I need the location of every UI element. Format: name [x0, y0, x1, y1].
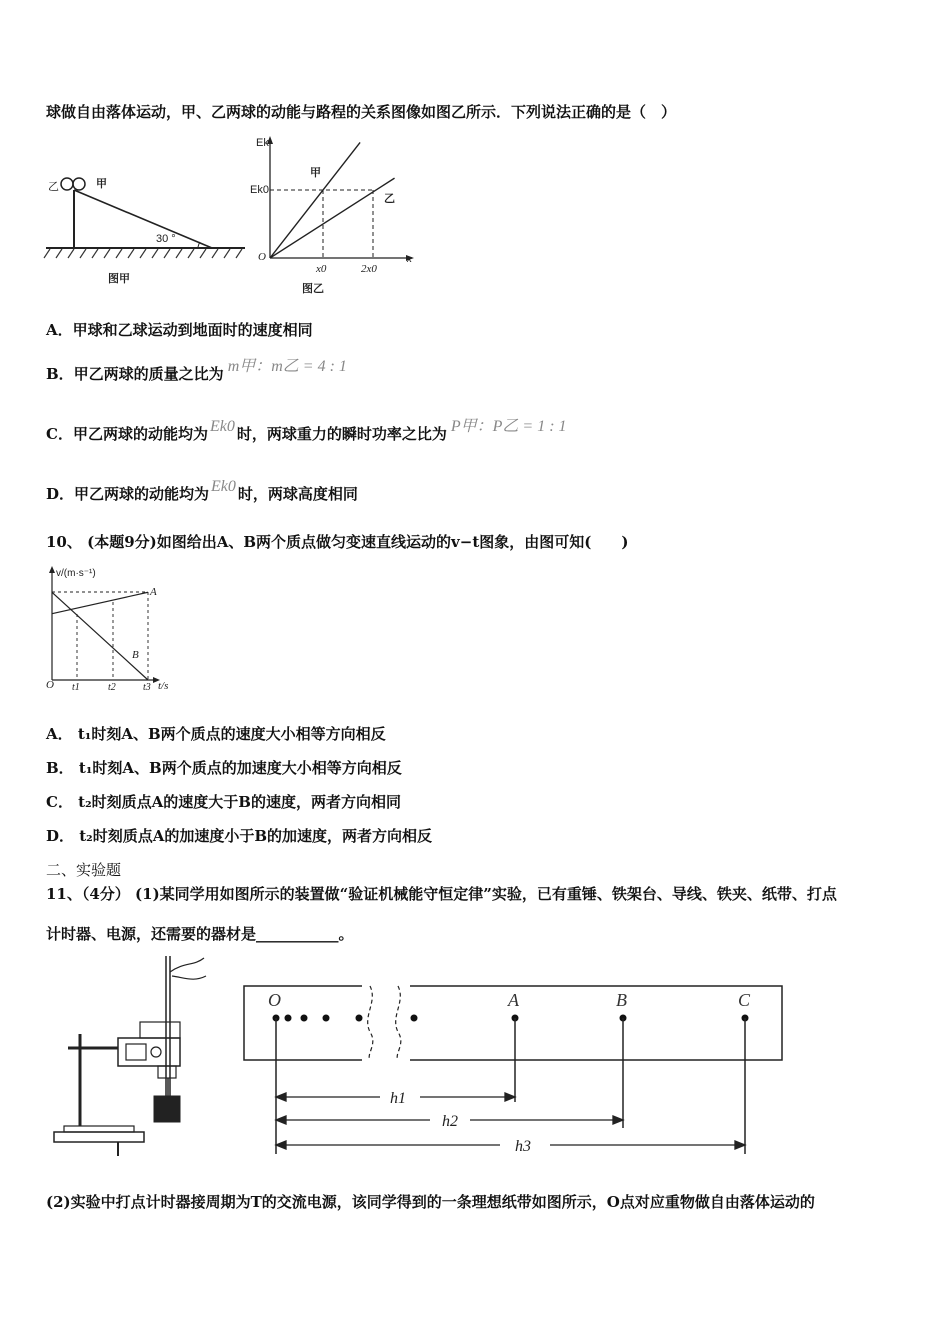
q10-option-c: C． t₂时刻质点A的速度大于B的速度，两者方向相同	[46, 793, 401, 811]
v-arrow	[49, 566, 55, 573]
series-line-jia	[270, 142, 360, 258]
point-c-label: C	[738, 990, 751, 1010]
h3-label: h3	[515, 1138, 531, 1155]
caption-yi: 图乙	[302, 283, 324, 295]
angle-label: 30 °	[156, 233, 176, 245]
q9-option-d-ek0: Ek0	[211, 478, 236, 495]
ground-hatch	[44, 249, 242, 258]
tape-dots	[273, 1015, 749, 1022]
q9-option-c-ek0: Ek0	[209, 418, 235, 435]
q9-option-d	[46, 478, 358, 505]
point-b-label: B	[616, 990, 627, 1010]
ek0-label: Ek0	[250, 184, 269, 196]
line-a-label: A	[150, 586, 157, 598]
incline-line	[74, 190, 212, 248]
figure-vt-graph	[40, 562, 190, 692]
q11-line1: 11、（4分） (1)某同学用如图所示的装置做“验证机械能守恒定律”实验，已有重锤、铁架台、导线、铁夹、纸带、打点	[46, 885, 837, 903]
q10-option-a: A． t₁时刻A、B两个质点的速度大小相等方向相反	[46, 725, 386, 743]
vt-series-b	[52, 592, 148, 680]
figure-jia	[40, 170, 250, 290]
t1-label: t1	[72, 682, 80, 692]
vt-lines	[52, 592, 148, 680]
figure-yi-graph	[250, 132, 420, 300]
origin-label: O	[258, 251, 266, 263]
timer-top	[140, 1022, 180, 1038]
y-axis-label: Ek	[256, 137, 269, 149]
q9-option-c	[46, 418, 567, 445]
q9-option-b-math: m甲：m乙 = 4 : 1	[227, 358, 347, 375]
q9-option-a: A．甲球和乙球运动到地面时的速度相同	[46, 321, 313, 339]
line-b-label: B	[132, 649, 139, 661]
vt-series-a	[52, 592, 148, 613]
line-yi-label: 乙	[384, 193, 395, 205]
clip	[158, 1066, 176, 1078]
h2-label: h2	[442, 1113, 458, 1130]
timer-coil	[126, 1044, 146, 1060]
timer-knob	[151, 1047, 161, 1057]
point-a-label: A	[508, 990, 519, 1010]
hand-icon	[170, 958, 206, 979]
t2-label: t2	[108, 682, 116, 692]
q9-option-d-text2: 时，两球高度相同	[237, 485, 358, 503]
q9-option-d-text1: D．甲乙两球的动能均为	[46, 485, 210, 503]
q10-stem: 10、 (本题9分)如图给出A、B两个质点做匀变速直线运动的v−t图象，由图可知( )	[46, 533, 629, 551]
x2-label: 2x0	[361, 263, 377, 275]
section-title: 二、实验题	[46, 861, 122, 879]
q9-option-c-text1: C．甲乙两球的动能均为	[46, 425, 208, 443]
label-jia: 甲	[96, 178, 107, 190]
point-o-label: O	[268, 990, 281, 1010]
ball-yi	[61, 178, 73, 190]
vt-origin-label: O	[46, 679, 54, 691]
x-axis-label: x	[407, 253, 412, 265]
q9-option-c-math: P甲：P乙 = 1 : 1	[450, 418, 567, 435]
q9-option-b	[46, 358, 347, 385]
h1-label: h1	[390, 1090, 406, 1107]
q10-option-b: B． t₁时刻A、B两个质点的加速度大小相等方向相反	[46, 759, 402, 777]
apparatus-figure	[44, 952, 214, 1167]
line-jia-label: 甲	[310, 167, 321, 179]
ball-jia	[73, 178, 85, 190]
q9-option-c-mid: 时，两球重力的瞬时功率之比为	[236, 425, 447, 443]
q9-stem: 球做自由落体运动，甲、乙两球的动能与路程的关系图像如图乙所示．下列说法正确的是（ ）	[46, 103, 677, 121]
x0-label: x0	[316, 263, 327, 275]
q9-option-b-text: B．甲乙两球的质量之比为	[46, 365, 224, 383]
v-axis-label: v/(m·s⁻¹)	[56, 568, 96, 579]
tape-figure	[240, 982, 790, 1162]
graph-lines	[270, 142, 395, 258]
t-axis-label: t/s	[158, 680, 169, 692]
q11-line2: 计时器、电源，还需要的器材是___________。	[46, 925, 354, 943]
label-yi: 乙	[48, 181, 59, 193]
series-line-yi	[270, 178, 395, 258]
caption-jia: 图甲	[108, 273, 130, 285]
q10-option-d: D． t₂时刻质点A的加速度小于B的加速度，两者方向相反	[46, 827, 433, 845]
heavy-weight	[154, 1096, 180, 1122]
q11-line3: (2)实验中打点计时器接周期为T的交流电源，该同学得到的一条理想纸带如图所示，O点对应重物做自由落体运动的	[46, 1193, 815, 1211]
base-plate	[54, 1132, 144, 1142]
t3-label: t3	[143, 682, 151, 692]
base-top	[64, 1126, 134, 1132]
